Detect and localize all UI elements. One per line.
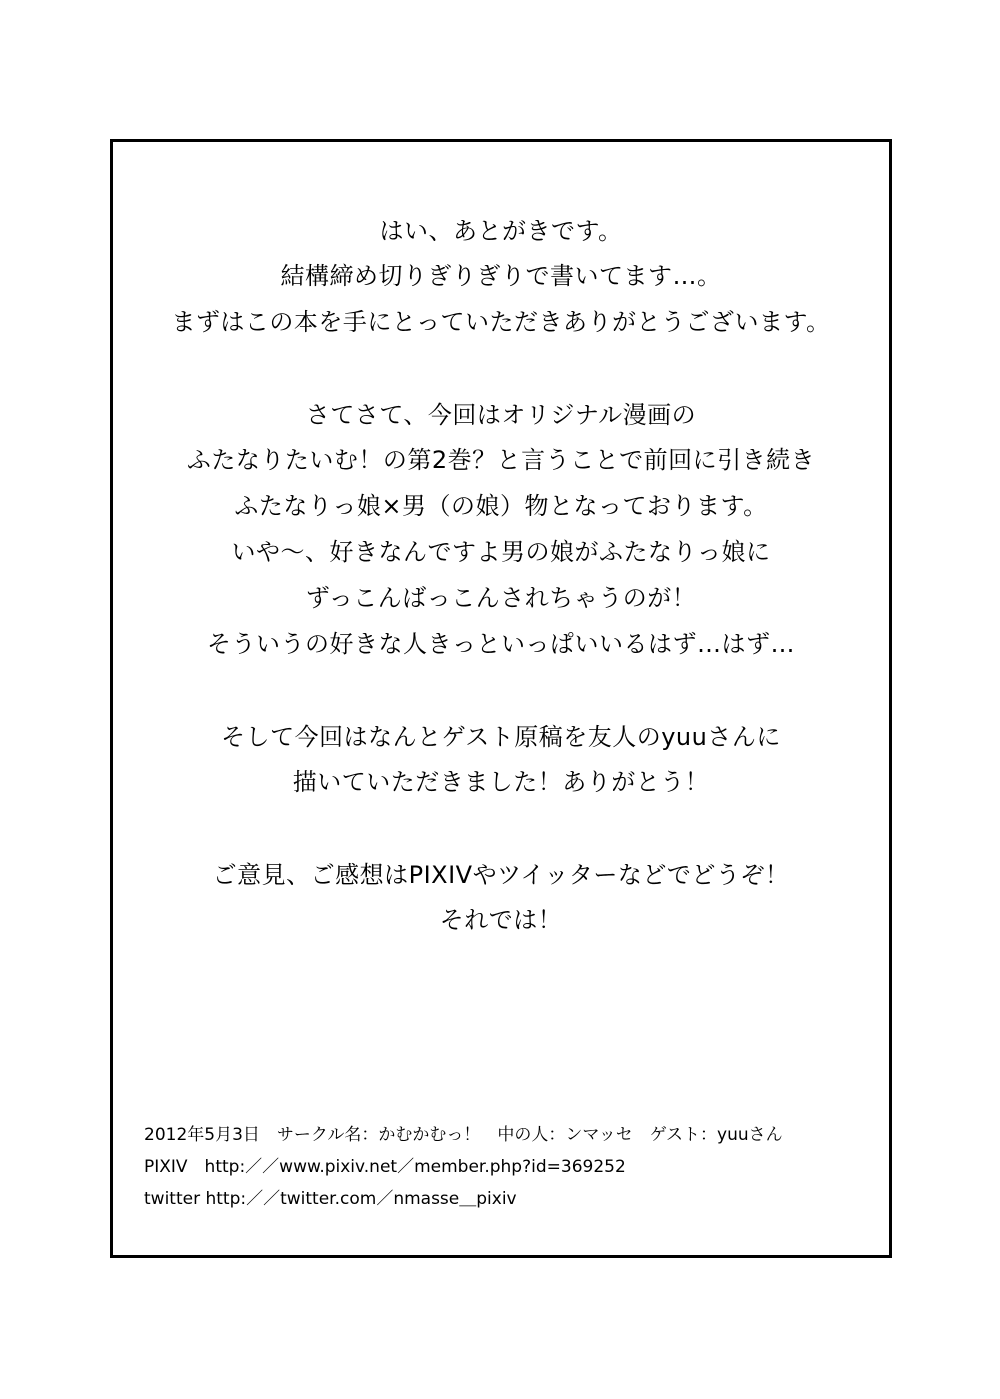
afterword-line: さてさて、今回はオリジナル漫画の [305,401,697,429]
afterword-line: はい、あとがきです。 [379,217,623,245]
afterword-line: ずっこんばっこんされちゃうのが！ [305,584,697,612]
afterword-line: ふたなりたいむ！の第2巻？と言うことで前回に引き続き [186,446,816,474]
credits-twitter-line: twitter http:／／twitter.com／nmasse＿pixiv [144,1189,517,1209]
afterword-line: ご意見、ご感想はPIXIVやツイッターなどでどうぞ！ [212,861,790,889]
afterword-line: そういうの好きな人きっといっぱいいるはず…はず… [207,630,795,658]
credits-pixiv-line: PIXIV http:／／www.pixiv.net／member.php?id=369252 [144,1157,626,1177]
afterword-line: それでは！ [439,906,563,934]
afterword-line: まずはこの本を手にとっていただきありがとうございます。 [171,308,831,336]
afterword-line: 結構締め切りぎりぎりで書いてます…。 [280,262,722,290]
afterword-line: そして今回はなんとゲスト原稿を友人のyuuさんに [221,723,781,751]
afterword-line: いや～、好きなんですよ男の娘がふたなりっ娘に [231,538,771,566]
afterword-frame [110,139,892,1258]
afterword-line: ふたなりっ娘×男（の娘）物となっております。 [234,492,768,520]
credits-info-line: 2012年5月3日 サークル名：かむかむっ！ 中の人：ンマッセ ゲスト：yuuさん [144,1125,783,1145]
afterword-line: 描いていただきました！ありがとう！ [292,768,710,796]
